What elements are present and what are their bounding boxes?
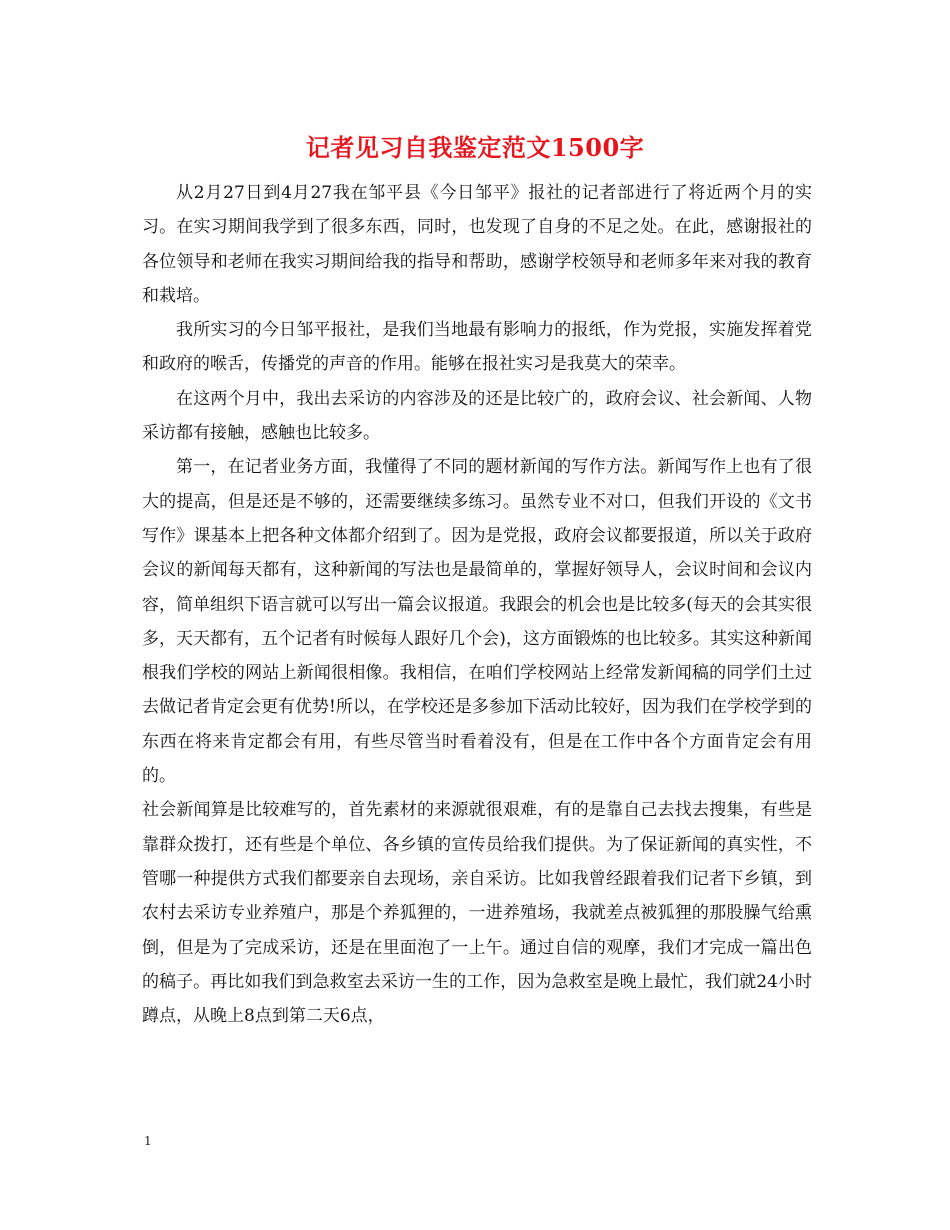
page-number: 1: [144, 1134, 152, 1148]
document-body: [142, 176, 812, 1033]
paragraph: 第一，在记者业务方面，我懂得了不同的题材新闻的写作方法。新闻写作上也有了很大的提高，但是还是不够的，还需要继续多练习。虽然专业不对口，但我们开设的《文书写作》课基本上把各种文体都介绍到了。因为是党报，政府会议都要报道，所以关于政府会议的新闻每天都有，这种新闻的写法也是最简单的，掌握好领导人，会议时间和会议内容，简单组织下语言就可以写出一篇会议报道。我跟会的机会也是比较多(每天的会其实很多，天天都有，五个记者有时候每人跟好几个会)，这方面锻炼的也比较多。其实这种新闻根我们学校的网站上新闻很相像。我相信，在咱们学校网站上经常发新闻稿的同学们土过去做记者肯定会更有优势!所以，在学校还是多参加下活动比较好，因为我们在学校学到的东西在将来肯定都会有用，有些尽管当时看着没有，但是在工作中各个方面肯定会有用的。: [142, 457, 812, 787]
paragraph: 在这两个月中，我出去采访的内容涉及的还是比较广的，政府会议、社会新闻、人物采访都有接触，感触也比较多。: [142, 388, 812, 444]
paragraph: 我所实习的今日邹平报社，是我们当地最有影响力的报纸，作为党报，实施发挥着党和政府的喉舌，传播党的声音的作用。能够在报社实习是我莫大的荣幸。: [142, 320, 812, 375]
document-title: 记者见习自我鉴定范文1500字: [305, 133, 645, 162]
paragraph: 社会新闻算是比较难写的，首先素材的来源就很艰难，有的是靠自己去找去搜集，有些是靠群众拨打，还有些是个单位、各乡镇的宣传员给我们提供。为了保证新闻的真实性，不管哪一种提供方式我们都要亲自去现场，亲自采访。比如我曾经跟着我们记者下乡镇，到农村去采访专业养殖户，那是个养狐狸的，一进养殖场，我就差点被狐狸的那股臊气给熏倒，但是为了完成采访，还是在里面泡了一上午。通过自信的观摩，我们才完成一篇出色的稿子。再比如我们到急救室去采访一生的工作，因为急救室是晚上最忙，我们就24小时蹲点，从晚上8点到第二天6点，: [142, 800, 812, 1027]
paragraph: 从2月27日到4月27我在邹平县《今日邹平》报社的记者部进行了将近两个月的实习。在实习期间我学到了很多东西，同时，也发现了自身的不足之处。在此，感谢报社的各位领导和老师在我实习期间给我的指导和帮助，感谢学校领导和老师多年来对我的教育和栽培。: [142, 183, 812, 306]
